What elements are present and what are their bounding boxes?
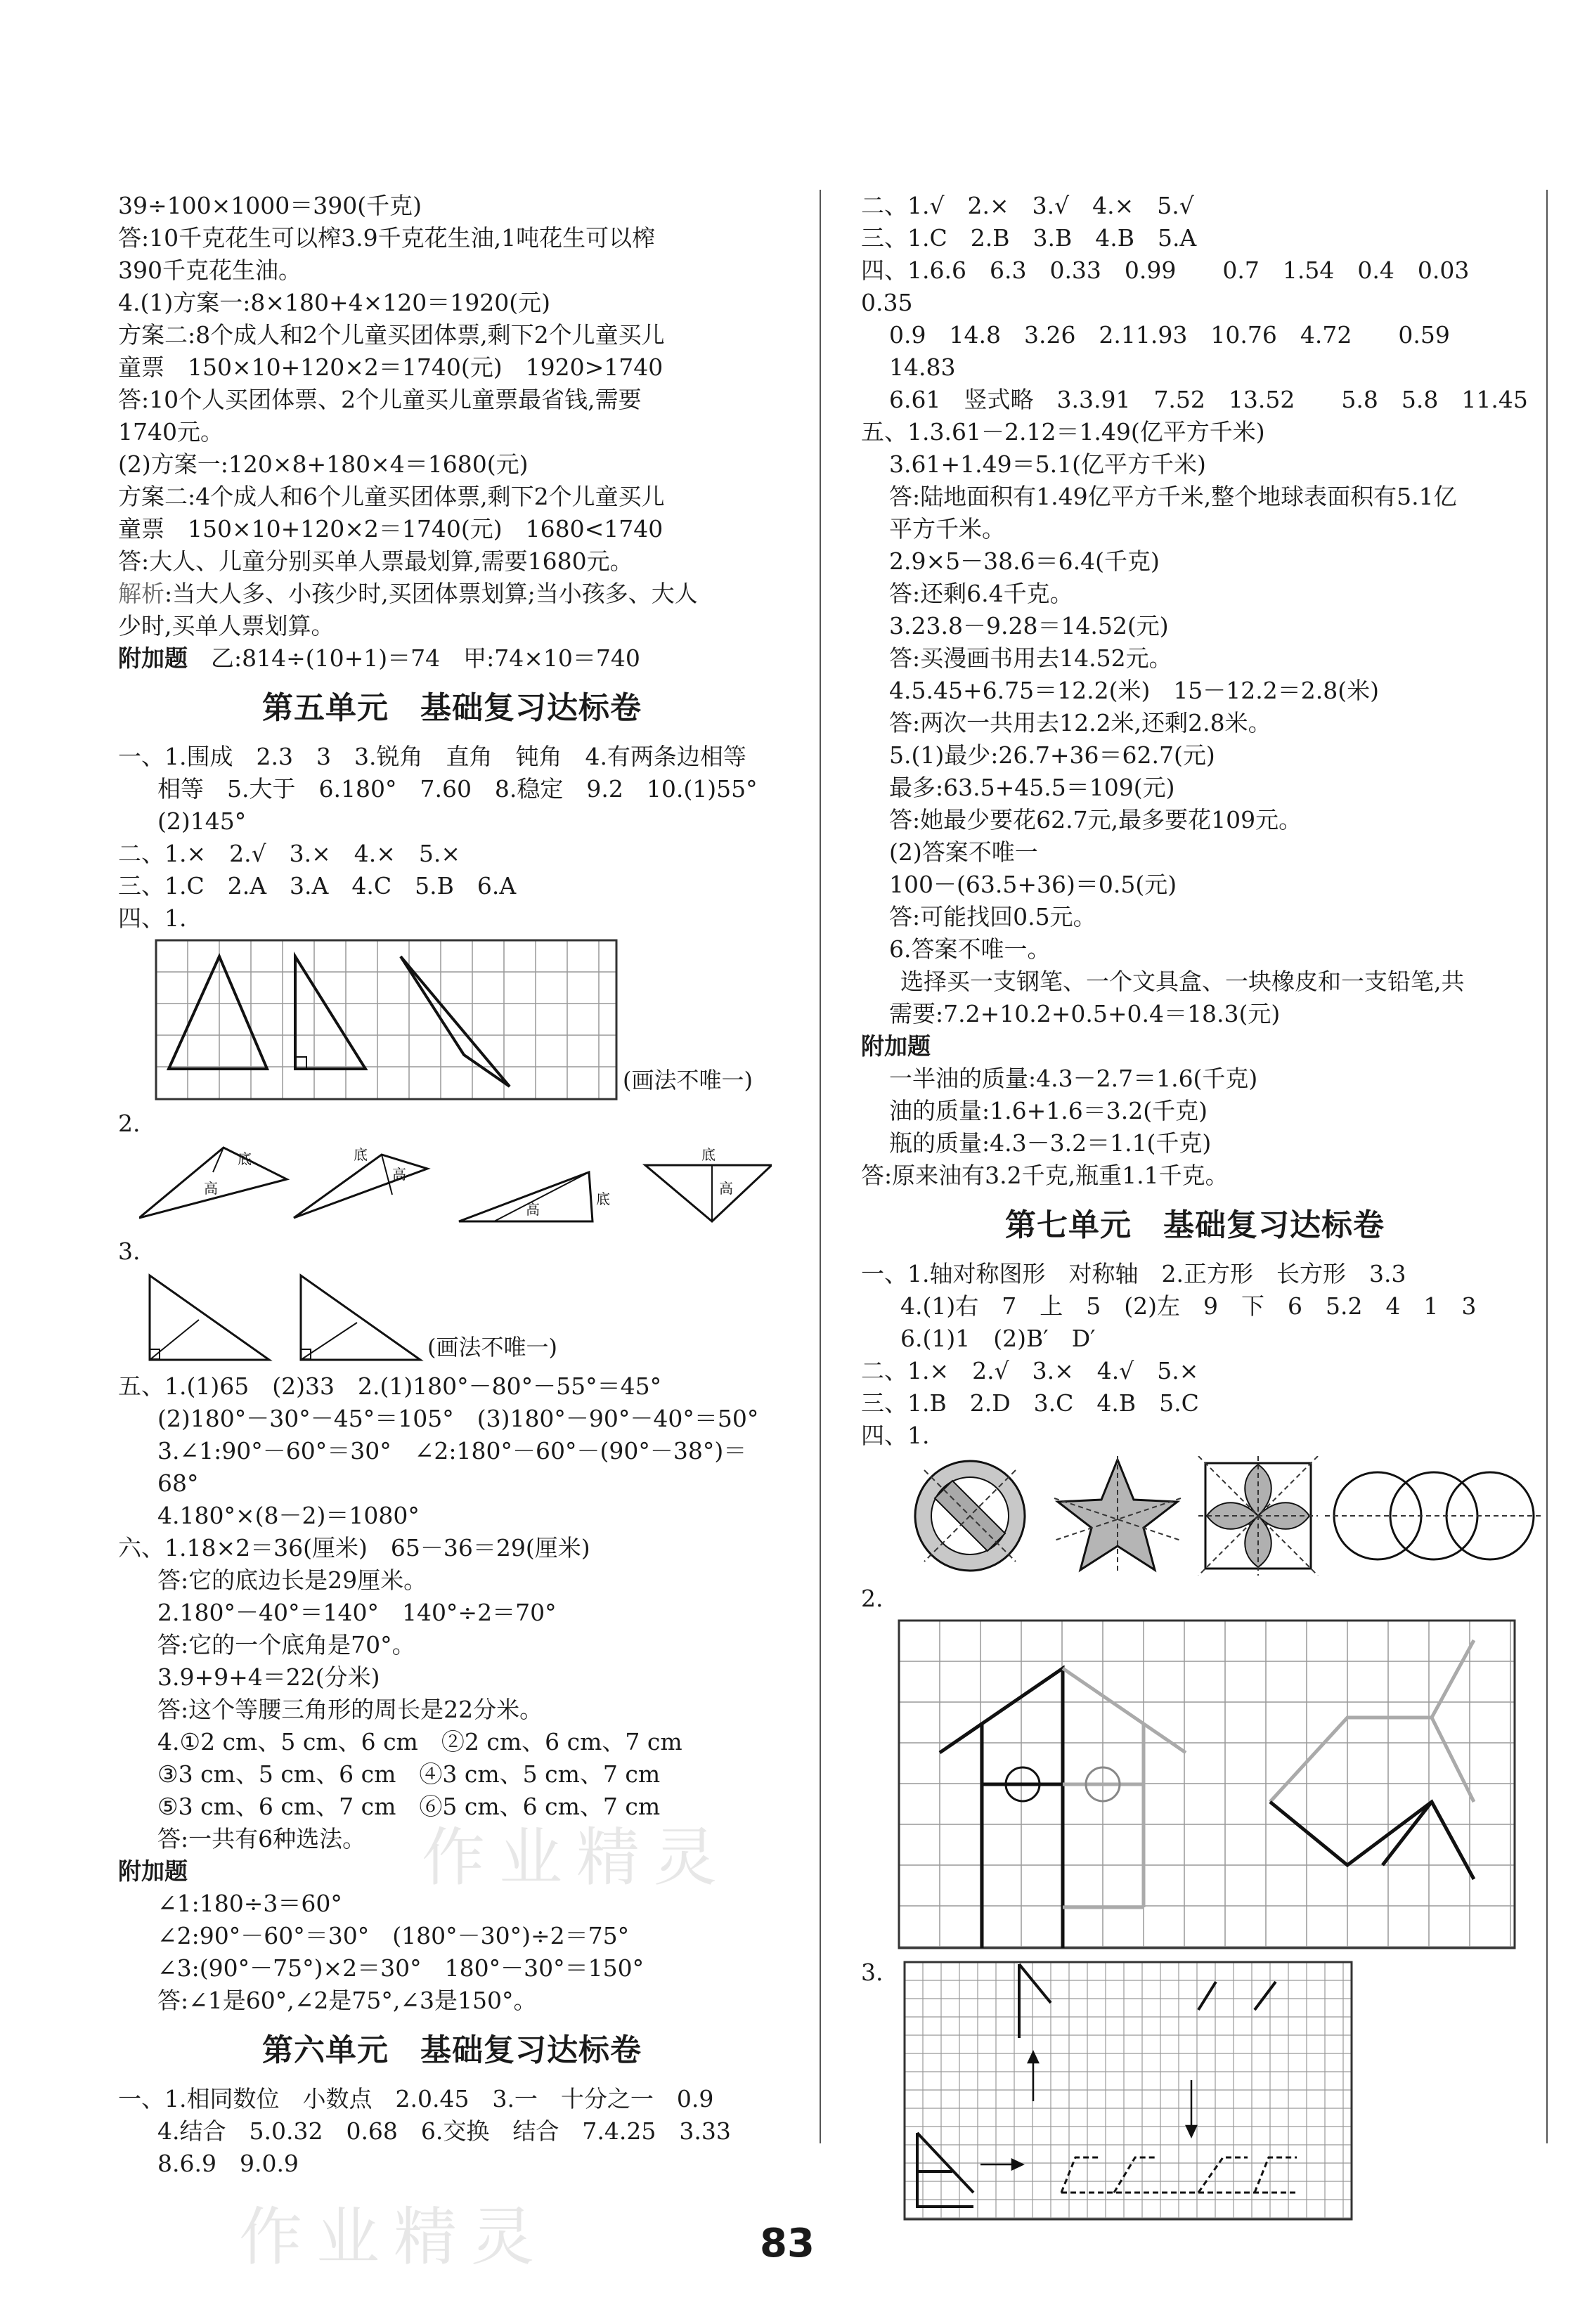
figure-note: (画法不唯一): [623, 1067, 753, 1093]
answer-line: 8.6.9 9.0.9: [157, 2150, 299, 2177]
answer-line: 二、1.× 2.√ 3.× 4.√ 5.×: [861, 1357, 1199, 1384]
figure-label: 3.: [861, 1959, 883, 1986]
answer-line: 答:一共有6种选法。: [157, 1825, 366, 1852]
answer-line: (2)145°: [157, 807, 247, 835]
answer-line: 4.(1)方案一:8×180+4×120＝1920(元): [118, 289, 550, 316]
height-label: 高: [204, 1180, 218, 1197]
symmetry-shapes-svg: [910, 1456, 1543, 1576]
answer-line: 3.∠1:90°－60°＝30° ∠2:180°－60°－(90°－38°)＝68°: [157, 1437, 747, 1497]
answer-line: 答:原来油有3.2千克,瓶重1.1千克。: [861, 1162, 1229, 1189]
answer-line: 一半油的质量:4.3－2.7＝1.6(千克): [889, 1065, 1258, 1092]
answer-line: 5.(1)最少:26.7+36＝62.7(元): [889, 741, 1215, 769]
watermark: 作业精灵: [239, 2200, 548, 2274]
answer-line: 六、1.18×2＝36(厘米) 65－36＝29(厘米): [118, 1534, 590, 1562]
base-label: 底: [596, 1190, 610, 1207]
answer-line: 3.23.8－9.28＝14.52(元): [889, 612, 1169, 640]
answer-line: 方案二:8个成人和2个儿童买团体票,剩下2个儿童买儿: [118, 321, 665, 349]
translation-grid-svg: [903, 1961, 1353, 2221]
height-label: 高: [526, 1201, 540, 1218]
answer-line: 选择买一支钢笔、一个文具盒、一块橡皮和一支铅笔,共: [900, 968, 1465, 995]
answer-line: 2.180°－40°＝140° 140°÷2＝70°: [157, 1599, 557, 1626]
column-divider: [820, 190, 821, 2143]
answer-line: 三、1.C 2.B 3.B 4.B 5.A: [861, 224, 1197, 252]
answer-line: 童票 150×10+120×2＝1740(元) 1920>1740: [118, 353, 663, 381]
house-grid-svg: [898, 1619, 1516, 1949]
answer-line: 2.9×5－38.6＝6.4(千克): [889, 547, 1160, 575]
page-number: 83: [760, 2221, 815, 2266]
answer-line: 二、1.√ 2.× 3.√ 4.× 5.√: [861, 192, 1194, 219]
answer-line: 童票 150×10+120×2＝1740(元) 1680<1740: [118, 515, 663, 543]
answer-line: 4.①2 cm、5 cm、6 cm ②2 cm、6 cm、7 cm: [157, 1728, 682, 1755]
answer-line: 答:她最少要花62.7元,最多要花109元。: [889, 806, 1302, 833]
extra-label: 附加题: [118, 644, 188, 672]
figure-label: 2.: [861, 1585, 883, 1612]
answer-line: (2)180°－30°－45°＝105° (3)180°－90°－40°＝50°: [157, 1405, 759, 1432]
answer-line: 瓶的质量:4.3－3.2＝1.1(千克): [889, 1129, 1212, 1157]
unit5-title: 第五单元 基础复习达标卷: [262, 690, 642, 726]
answer-line: 答:10千克花生可以榨3.9千克花生油,1吨花生可以榨: [118, 224, 656, 252]
answer-line: 4.180°×(8－2)＝1080°: [157, 1502, 420, 1529]
answer-line: 方案二:4个成人和6个儿童买团体票,剩下2个儿童买儿: [118, 483, 665, 510]
answer-line: 6.答案不唯一。: [889, 935, 1051, 963]
answer-line: 五、1.3.61－2.12＝1.49(亿平方千米): [861, 418, 1265, 446]
height-label: 高: [392, 1166, 406, 1183]
answer-line: 五、1.(1)65 (2)33 2.(1)180°－80°－55°＝45°: [118, 1372, 662, 1400]
answer-line: 6.(1)1 (2)B′ D′: [900, 1325, 1096, 1352]
right-triangle-svg: [146, 1272, 427, 1363]
answer-line: 答:这个等腰三角形的周长是22分米。: [157, 1696, 543, 1723]
answer-line: 答:买漫画书用去14.52元。: [889, 644, 1172, 672]
base-label: 底: [238, 1150, 252, 1167]
answer-line: 6.61 竖式略 3.3.91 7.52 13.52 5.8 5.8 11.45: [889, 386, 1528, 413]
answer-line: ③3 cm、5 cm、6 cm ④3 cm、5 cm、7 cm: [157, 1760, 661, 1788]
translation-grid-figure: [861, 1961, 1529, 2221]
symmetry-shapes-figure: [861, 1456, 1529, 1576]
triangle-grid-svg: [155, 939, 619, 1101]
answer-line: 最多:63.5+45.5＝109(元): [889, 774, 1175, 801]
right-column: [861, 190, 1529, 2228]
analysis-label: 解析: [118, 580, 164, 607]
answer-line: ∠1:180÷3＝60°: [157, 1890, 342, 1917]
answer-line: 二、1.× 2.√ 3.× 4.× 5.×: [118, 840, 461, 867]
answer-line: 3.9+9+4＝22(分米): [157, 1663, 380, 1691]
answer-line: 390千克花生油。: [118, 257, 302, 284]
answer-line: 100－(63.5+36)＝0.5(元): [889, 871, 1177, 898]
triangle-grid-figure: [118, 939, 786, 1101]
right-triangle-figure: [118, 1272, 786, 1363]
answer-line: 答:它的一个底角是70°。: [157, 1631, 415, 1658]
triangle-height-figure: [118, 1144, 786, 1228]
base-label: 底: [701, 1146, 716, 1163]
answer-line: 答:还剩6.4千克。: [889, 580, 1073, 607]
answer-line: ⑤3 cm、6 cm、7 cm ⑥5 cm、6 cm、7 cm: [157, 1793, 661, 1820]
house-grid-figure: [861, 1619, 1529, 1949]
answer-line: 三、1.C 2.A 3.A 4.C 5.B 6.A: [118, 872, 517, 900]
answer-line: 油的质量:1.6+1.6＝3.2(千克): [889, 1097, 1208, 1124]
answer-line: 相等 5.大于 6.180° 7.60 8.稳定 9.2 10.(1)55°: [157, 775, 758, 803]
unit6-title: 第六单元 基础复习达标卷: [262, 2032, 642, 2068]
answer-line: 答:可能找回0.5元。: [889, 903, 1096, 930]
answer-line: 4.(1)右 7 上 5 (2)左 9 下 6 5.2 4 1 3: [900, 1292, 1477, 1320]
answer-line: ∠2:90°－60°＝30° (180°－30°)÷2＝75°: [157, 1922, 630, 1949]
answer-line: 一、1.轴对称图形 对称轴 2.正方形 长方形 3.3: [861, 1260, 1406, 1287]
figure-note: (画法不唯一): [427, 1334, 557, 1361]
answer-line: 四、1.: [861, 1422, 930, 1449]
extra-label: 附加题: [118, 1857, 188, 1885]
answer-line: 答:大人、儿童分别买单人票最划算,需要1680元。: [118, 547, 633, 575]
figure-label: 3.: [118, 1238, 141, 1265]
answer-line: 答:10个人买团体票、2个儿童买儿童票最省钱,需要: [118, 386, 642, 413]
answer-line: 答:它的底边长是29厘米。: [157, 1566, 427, 1594]
answer-line: 答:∠1是60°,∠2是75°,∠3是150°。: [157, 1987, 537, 2014]
answer-line: (2)方案一:120×8+180×4＝1680(元): [118, 450, 529, 478]
answer-line: 四、1.6.6 6.3 0.33 0.99 0.7 1.54 0.4 0.03 0.35: [861, 257, 1516, 316]
answer-line: 39÷100×1000＝390(千克): [118, 192, 422, 219]
answer-line: 三、1.B 2.D 3.C 4.B 5.C: [861, 1389, 1199, 1417]
answer-line: 1740元。: [118, 418, 224, 446]
answer-line: 一、1.相同数位 小数点 2.0.45 3.一 十分之一 0.9: [118, 2085, 714, 2112]
watermark: 作业精灵: [422, 1821, 731, 1895]
answer-line: 平方千米。: [889, 515, 1005, 543]
answer-line: 答:两次一共用去12.2米,还剩2.8米。: [889, 709, 1271, 736]
answer-line: (2)答案不唯一: [889, 838, 1038, 866]
answer-line: 答:陆地面积有1.49亿平方千米,整个地球表面积有5.1亿: [889, 483, 1457, 510]
answer-line: 需要:7.2+10.2+0.5+0.4＝18.3(元): [889, 1000, 1281, 1027]
extra-question-line: 附加题 乙:814÷(10+1)＝74 甲:74×10＝740: [118, 644, 640, 672]
height-label: 高: [719, 1180, 733, 1197]
unit7-title: 第七单元 基础复习达标卷: [1005, 1207, 1385, 1243]
triangle-height-svg: [139, 1144, 772, 1228]
figure-label: 2.: [118, 1110, 141, 1137]
extra-label: 附加题: [861, 1032, 931, 1060]
answer-line: 4.结合 5.0.32 0.68 6.交换 结合 7.4.25 3.33: [157, 2117, 731, 2145]
page-edge-line: [1546, 190, 1548, 2143]
answer-line: ∠3:(90°－75°)×2＝30° 180°－30°＝150°: [157, 1954, 645, 1982]
answer-line: 四、1.: [118, 904, 187, 932]
analysis-line: 少时,买单人票划算。: [118, 612, 335, 640]
analysis-line: 解析:当大人多、小孩少时,买团体票划算;当小孩多、大人: [118, 580, 698, 607]
answer-line: 一、1.围成 2.3 3 3.锐角 直角 钝角 4.有两条边相等: [118, 743, 746, 770]
answer-line: 0.9 14.8 3.26 2.11.93 10.76 4.72 0.59 14.83: [889, 321, 1473, 381]
answer-line: 3.61+1.49＝5.1(亿平方千米): [889, 450, 1206, 478]
base-label: 底: [354, 1146, 368, 1163]
answer-line: 4.5.45+6.75＝12.2(米) 15－12.2＝2.8(米): [889, 677, 1380, 704]
